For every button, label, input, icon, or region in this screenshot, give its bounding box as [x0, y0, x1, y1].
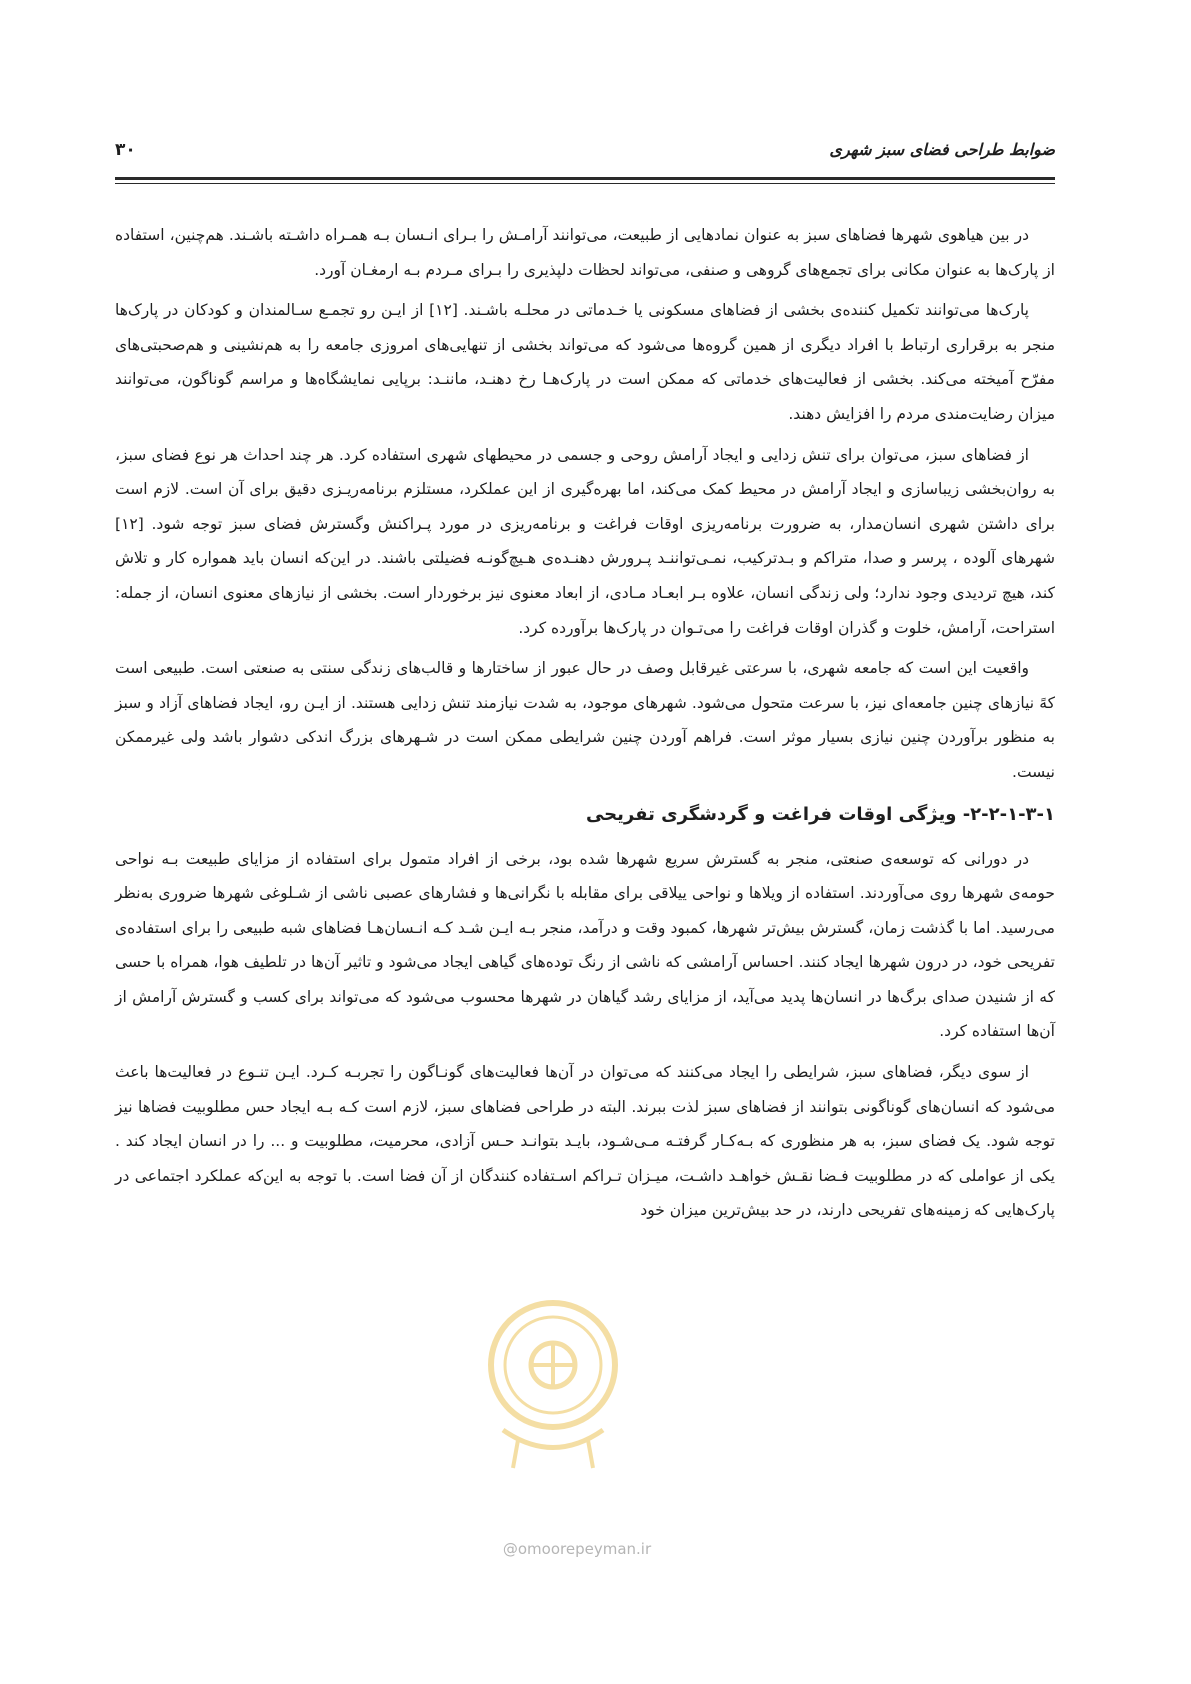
page-header — [115, 140, 1055, 166]
paragraph: از سوی دیگر، فضاهای سبز، شرایطی را ایجاد می‌کنند که می‌توان در آن‌ها فعالیت‌های گونـاگون را تجربـه کـرد. ایـن تنـوع در فعالیت‌ها باعث می‌شود که انسان‌های گوناگونی بتوانند از فضاهای سبز لذت ببرند. البته در طراحی فضاهای سبز، لازم است کـه بـه ایجاد حس مطلوبیت فضاها نیز توجه شود. یک فضای سبز، به هر منظوری که بـه‌کـار گرفتـه مـی‌شـود، بایـد بتوانـد حـس آزادی، محرمیت، مطلوبیت و ... را در انسان ایجاد کند . یکی از عواملی که در مطلوبیت فـضا نقـش خواهـد داشـت، میـزان تـراکم اسـتفاده کنندگان از آن فضا است. با توجه به این‌که عملکرد اجتماعی در پارک‌هایی که زمینه‌های تفریحی دارند، در حد بیش‌ترین میزان خود — [115, 1063, 1055, 1220]
paragraph: در دورانی که توسعه‌ی صنعتی، منجر به گسترش سریع شهرها شده بود، برخی از افراد متمول برای استفاده از مزایای طبیعت بـه نواحی حومه‌ی شهرها روی می‌آوردند. استفاده از ویلاها و نواحی ییلاقی برای مقابله با نگرانی‌ها و فشارهای عصبی ناشی از شـلوغی شهرها ضروری به‌نظر می‌رسید. اما با گذشت زمان، گسترش بیش‌تر شهرها، کمبود وقت و درآمد، منجر بـه ایـن شـد کـه انـسان‌هـا فضاهای شبه طبیعی را برای استفاده‌ی تفریحی خود، در درون شهرها ایجاد کنند. احساس آرامشی که ناشی از رنگ توده‌های گیاهی ایجاد می‌شود و تاثیر آن‌ها در تلطیف هوا، همراه با حسی که از شنیدن صدای برگ‌ها در انسان‌ها پدید می‌آید، از مزایای رشد گیاهان در شهرها محسوب می‌شود که می‌تواند برای کسب و گسترش آرامش از آن‌ها استفاده کرد. — [115, 849, 1055, 1041]
running-title: ضوابط طراحی فضای سبز شهری — [829, 140, 1055, 159]
page-number: ۳۰ — [115, 140, 136, 160]
section-heading: ۲-۲-۱-۳-۱- ویژگی اوقات فراغت و گردشگری تفریحی — [585, 803, 1055, 825]
paragraph: در بین هیاهوی شهرها فضاهای سبز به عنوان نمادهایی از طبیعت، می‌توانند آرامـش را بـرای انـسان بـه همـراه داشـته باشـند. هم‌چنین، استفاده از پارک‌ها به عنوان مکانی برای تجمع‌های گروهی و صنفی، می‌تواند لحظات دلپذیری را بـرای مـردم بـه ارمغـان آورد. — [115, 226, 1055, 279]
paragraph: پارک‌ها می‌توانند تکمیل کننده‌ی بخشی از فضاهای مسکونی یا خـدماتی در محلـه باشـند. [۱۲] از ایـن رو تجمـع سـالمندان و کودکان در پارک‌ها منجر به برقراری ارتباط با افراد دیگری از همین گروه‌ها می‌شود که می‌تواند بخشی از تنهایی‌های امروزی جامعه را به هم‌نشینی و هم‌صحبتی‌های مفرّح آمیخته می‌کند. بخشی از فعالیت‌های خدماتی که ممکن است در پارک‌هـا رخ دهنـد، ماننـد: برپایی نمایشگاه‌ها و مراسم گوناگون، می‌توانند میزان رضایت‌مندی مردم را افزایش دهند. — [115, 301, 1055, 423]
paragraph: واقعیت این است که جامعه شهری، با سرعتی غیرقابل وصف در حال عبور از ساختارها و قالب‌های زندگی سنتی به صنعتی است. طبیعی است کهً نیازهای چنین جامعه‌ای نیز، با سرعت متحول می‌شود. شهرهای موجود، به شدت نیازمند تنش زدایی هستند. از ایـن رو، ایجاد فضاهای آزاد و سبز به منظور برآوردن چنین نیازی بسیار موثر است. فراهم آوردن چنین شرایطی ممکن است در شـهرهای بزرگ اندکی دشوار باشد ولی غیرممکن نیست. — [115, 659, 1055, 781]
body-text — [115, 218, 1055, 1234]
paragraph: از فضاهای سبز، می‌توان برای تنش زدایی و ایجاد آرامش روحی و جسمی در محیطهای شهری استفاده کرد. هر چند احداث هر نوع فضای سبز، به روان‌بخشی زیباسازی و ایجاد آرامش در محیط کمک می‌کند، اما بهره‌گیری از این عملکرد، مستلزم برنامه‌ریـزی دقیق برای آن است. لازم است برای داشتن شهری انسان‌مدار، به ضرورت برنامه‌ریزی اوقات فراغت و برنامه‌ریزی در مورد پـراکنش وگسترش فضای سبز توجه شود. [۱۲] شهرهای آلوده ، پرسر و صدا، متراکم و بـدترکیب، نمـی‌تواننـد پـرورش دهنـده‌ی هـیچ‌گونـه فضیلتی باشند. در این‌که انسان باید همواره کار و تلاش کند، هیچ تردیدی وجود ندارد؛ ولی زندگی انسان، علاوه بـر ابعـاد مـادی، از ابعاد معنوی نیز برخوردار است. بخشی از نیازهای معنوی انسان، از جمله: استراحت، آرامش، خلوت و گذران اوقات فراغت را می‌تـوان در پارک‌ها برآورده کرد. — [115, 445, 1055, 637]
watermark-url: @omoorepeyman.ir — [502, 1540, 652, 1558]
header-rule-thick — [115, 177, 1055, 180]
header-rule-thin — [115, 183, 1055, 184]
watermark-seal-icon — [473, 1290, 633, 1480]
